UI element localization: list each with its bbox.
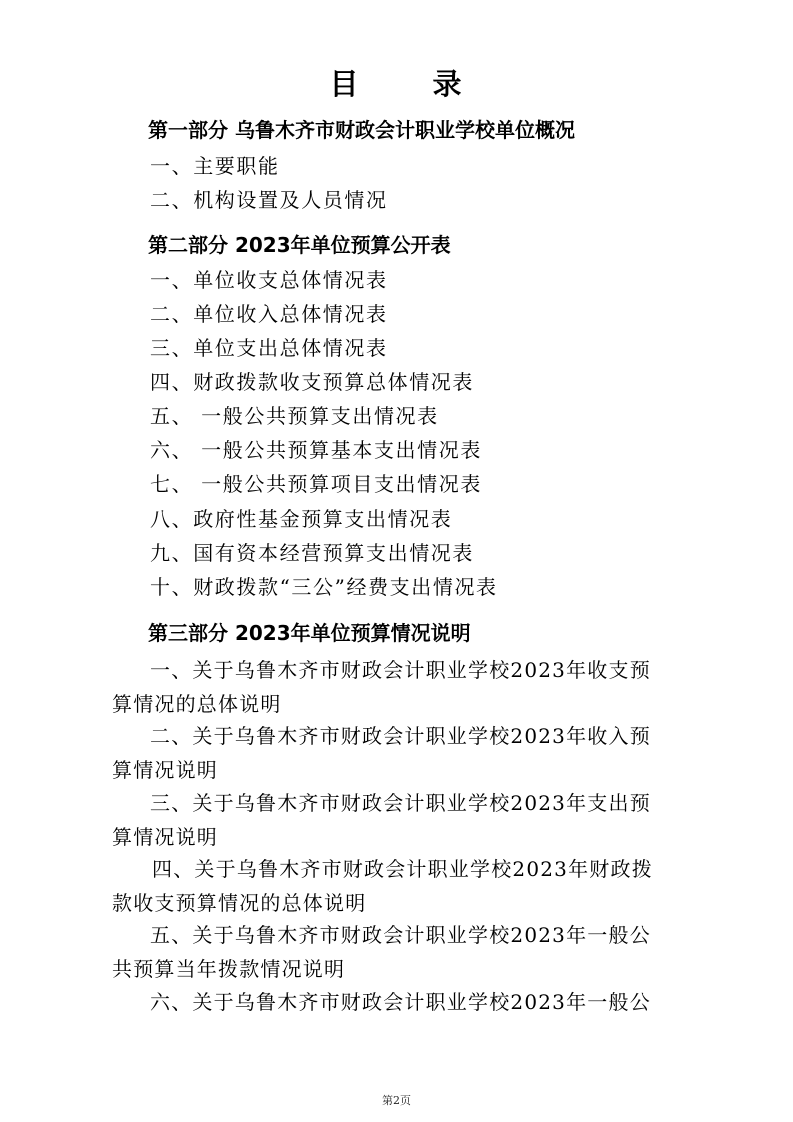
toc-paragraph-line: 三、关于乌鲁木齐市财政会计职业学校2023年支出预 [150, 791, 651, 815]
title-char-1: 目 [329, 67, 361, 101]
toc-item: 七、 一般公共预算项目支出情况表 [150, 472, 482, 496]
toc-item: 八、政府性基金预算支出情况表 [150, 507, 453, 531]
toc-paragraph-line: 共预算当年拨款情况说明 [112, 957, 346, 981]
part3-heading: 第三部分 2023年单位预算情况说明 [148, 621, 471, 645]
toc-item: 三、单位支出总体情况表 [150, 336, 388, 360]
toc-paragraph-line: 一、关于乌鲁木齐市财政会计职业学校2023年收支预 [150, 658, 651, 682]
page-number: 第2页 [382, 1094, 411, 1107]
toc-item: 五、 一般公共预算支出情况表 [150, 404, 439, 428]
toc-paragraph-line: 款收支预算情况的总体说明 [112, 891, 367, 915]
page-title [0, 62, 793, 103]
part2-heading: 第二部分 2023年单位预算公开表 [148, 233, 451, 257]
toc-paragraph-line: 四、关于乌鲁木齐市财政会计职业学校2023年财政拨 [152, 857, 653, 881]
toc-paragraph-line: 算情况说明 [112, 758, 218, 782]
toc-item: 四、财政拨款收支预算总体情况表 [150, 370, 474, 394]
toc-item: 一、主要职能 [150, 154, 280, 178]
toc-item: 九、国有资本经营预算支出情况表 [150, 541, 474, 565]
toc-item: 二、单位收入总体情况表 [150, 302, 388, 326]
toc-item: 六、 一般公共预算基本支出情况表 [150, 438, 482, 462]
title-char-2: 录 [432, 67, 464, 101]
toc-paragraph-line: 算情况说明 [112, 825, 218, 849]
toc-paragraph-line: 二、关于乌鲁木齐市财政会计职业学校2023年收入预 [150, 724, 651, 748]
toc-paragraph-line: 算情况的总体说明 [112, 692, 282, 716]
toc-paragraph-line: 六、关于乌鲁木齐市财政会计职业学校2023年一般公 [150, 990, 651, 1014]
toc-item: 二、机构设置及人员情况 [150, 188, 388, 212]
toc-paragraph-line: 五、关于乌鲁木齐市财政会计职业学校2023年一般公 [150, 923, 651, 947]
toc-item: 一、单位收支总体情况表 [150, 268, 388, 292]
part1-heading: 第一部分 乌鲁木齐市财政会计职业学校单位概况 [148, 118, 575, 142]
toc-item: 十、财政拨款“三公”经费支出情况表 [150, 575, 498, 599]
